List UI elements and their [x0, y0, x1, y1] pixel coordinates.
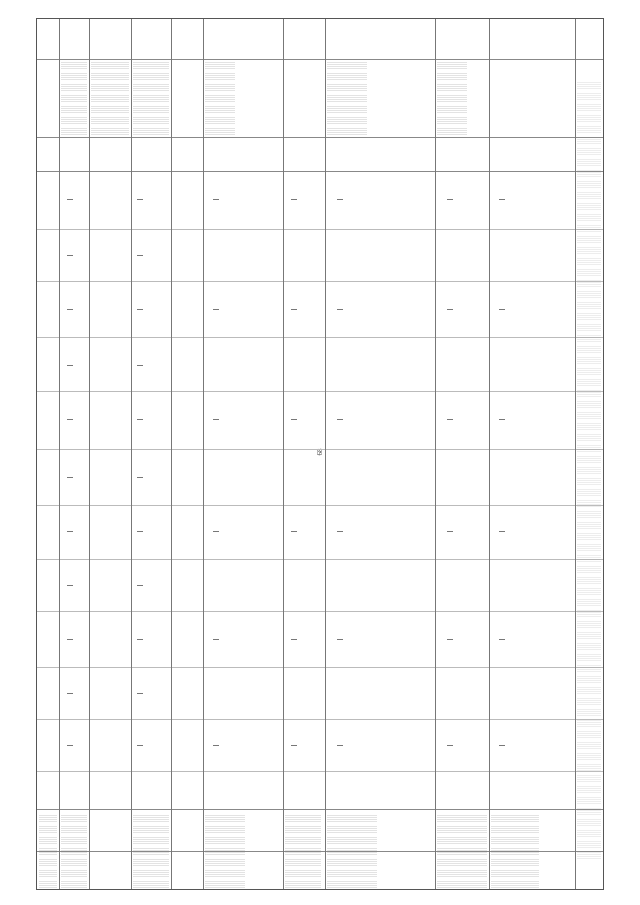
cell-value [447, 639, 453, 640]
cell-value [137, 199, 143, 200]
cell-value [67, 531, 73, 532]
table-rule [37, 137, 603, 138]
cell-value [137, 585, 143, 586]
cell-text [133, 814, 169, 888]
table-rule [37, 719, 603, 720]
cell-value [67, 309, 73, 310]
cell-value [67, 419, 73, 420]
table-rule [37, 281, 603, 282]
cell-value [291, 639, 297, 640]
table-rule [435, 19, 436, 889]
cell-value [291, 745, 297, 746]
cell-value [499, 745, 505, 746]
cell-text [91, 61, 129, 135]
table-rule [575, 19, 576, 889]
cell-value [447, 419, 453, 420]
table-rule [89, 19, 90, 889]
cell-text [133, 61, 169, 135]
cell-text [61, 61, 87, 135]
cell-text [437, 61, 467, 135]
cell-value [213, 639, 219, 640]
table-rule [203, 19, 204, 889]
cell-value [291, 419, 297, 420]
table-rule [37, 59, 603, 60]
table-rule [325, 19, 326, 889]
cell-value [213, 531, 219, 532]
cell-value [137, 477, 143, 478]
cell-value [67, 199, 73, 200]
table-rule [37, 337, 603, 338]
cell-text [327, 61, 367, 135]
page-number: 68 [316, 448, 324, 456]
table-rule [37, 449, 603, 450]
cell-value [137, 693, 143, 694]
table-rule [37, 809, 603, 810]
cell-text [285, 814, 321, 888]
cell-value [137, 365, 143, 366]
table-rule [59, 19, 60, 889]
table-rule [37, 667, 603, 668]
cell-value [137, 745, 143, 746]
cell-value [291, 309, 297, 310]
cell-value [337, 745, 343, 746]
cell-value [137, 309, 143, 310]
cell-value [291, 531, 297, 532]
table-rule [37, 771, 603, 772]
cell-value [337, 199, 343, 200]
cell-value [137, 255, 143, 256]
table-rule [283, 19, 284, 889]
cell-text [327, 814, 377, 888]
cell-text [205, 814, 245, 888]
cell-value [67, 693, 73, 694]
cell-value [499, 419, 505, 420]
cell-text [437, 814, 487, 888]
table-rule [37, 505, 603, 506]
data-table [36, 18, 604, 890]
cell-value [499, 531, 505, 532]
cell-value [67, 585, 73, 586]
table-rule [37, 391, 603, 392]
cell-value [67, 255, 73, 256]
table-header [577, 79, 601, 859]
cell-text [205, 61, 235, 135]
table-rule [37, 171, 603, 172]
cell-value [213, 199, 219, 200]
cell-value [67, 365, 73, 366]
cell-value [337, 639, 343, 640]
cell-value [447, 199, 453, 200]
cell-value [337, 531, 343, 532]
cell-value [337, 309, 343, 310]
table-rule [37, 611, 603, 612]
cell-value [137, 639, 143, 640]
cell-value [291, 199, 297, 200]
table-rule [37, 559, 603, 560]
cell-value [213, 309, 219, 310]
table-rule [37, 229, 603, 230]
cell-value [67, 745, 73, 746]
cell-value [447, 531, 453, 532]
cell-text [491, 814, 539, 888]
table-rule [489, 19, 490, 889]
cell-text [39, 814, 57, 888]
cell-value [213, 419, 219, 420]
cell-value [67, 477, 73, 478]
cell-value [499, 639, 505, 640]
table-rule [171, 19, 172, 889]
cell-value [137, 419, 143, 420]
cell-value [213, 745, 219, 746]
cell-value [499, 309, 505, 310]
cell-value [499, 199, 505, 200]
cell-value [67, 639, 73, 640]
cell-value [447, 745, 453, 746]
cell-text [61, 814, 87, 888]
cell-value [447, 309, 453, 310]
table-rule [131, 19, 132, 889]
cell-value [337, 419, 343, 420]
cell-value [137, 531, 143, 532]
